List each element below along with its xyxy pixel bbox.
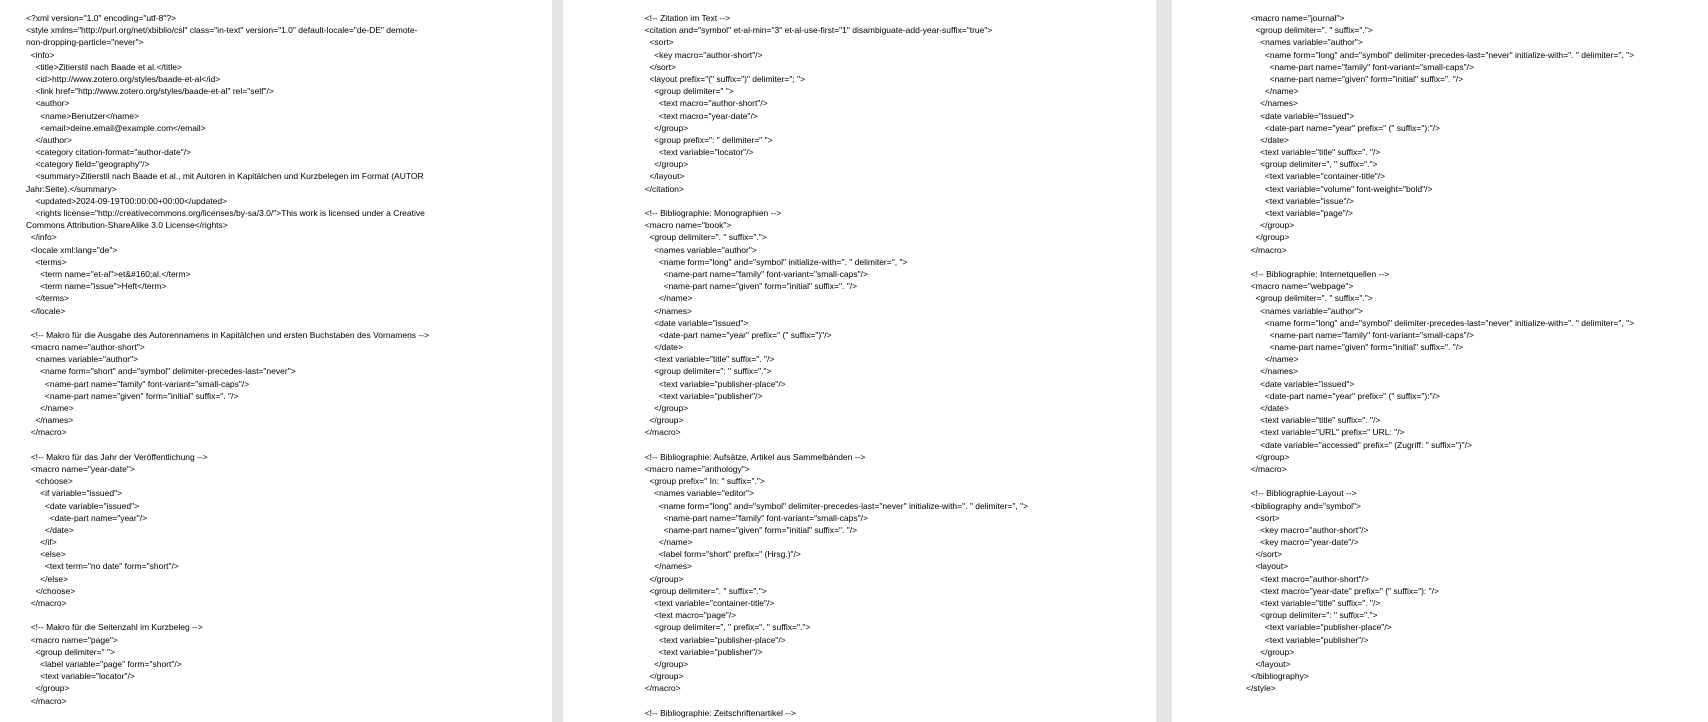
- code-line: <name-part name="family" font-variant="small-caps"/>: [1246, 329, 1474, 340]
- code-line: </date>: [640, 342, 684, 353]
- code-line: [640, 439, 1156, 451]
- code-line: </names>: [640, 561, 692, 572]
- code-line: <layout>: [1246, 561, 1289, 572]
- code-line: [26, 609, 552, 621]
- code-line: <name form="long" and="symbol" delimiter-precedes-last="never" initialize-with=". " delimiter=", ">: [1246, 317, 1635, 328]
- code-line: <link href="http://www.zotero.org/styles/baade-et-al" rel="self"/>: [26, 86, 274, 97]
- code-line: <date variable="issued">: [1246, 110, 1355, 121]
- code-line: <macro name="book">: [640, 220, 732, 231]
- code-line: <name form="long" and="symbol" delimiter-precedes-last="never" initialize-with=". " delimiter=", ">: [640, 500, 1029, 511]
- code-line: </name>: [640, 537, 693, 548]
- code-line: </name>: [26, 403, 74, 413]
- code-line: <name>Benutzer</name>: [26, 110, 139, 121]
- code-line: <group delimiter=". " suffix=".">: [640, 232, 767, 243]
- code-line: <text macro="author-short"/>: [640, 98, 768, 109]
- code-line: <date-part name="year" prefix=" (" suffix="):"/>: [1246, 122, 1440, 133]
- code-line: <group delimiter=" ">: [640, 86, 734, 97]
- code-line: <group delimiter=", " prefix=". " suffix=".">: [640, 622, 811, 633]
- code-line: <group delimiter=", " suffix=".">: [1246, 159, 1378, 170]
- code-line: <name-part name="family" font-variant="small-caps"/>: [1246, 61, 1474, 72]
- code-line: <text variable="publisher-place"/>: [1246, 622, 1392, 633]
- code-line: [26, 317, 552, 329]
- code-line: <text variable="container-title"/>: [1246, 171, 1386, 182]
- code-line: </layout>: [640, 171, 685, 182]
- code-line: <key macro="author-short"/>: [1246, 524, 1369, 535]
- code-line: </macro>: [1246, 463, 1287, 474]
- code-line: </info>: [26, 232, 57, 243]
- code-line: <text variable="issue"/>: [1246, 195, 1354, 206]
- code-line: </author>: [26, 134, 72, 145]
- code-line: <layout prefix="(" suffix=")" delimiter="; ">: [640, 73, 806, 84]
- code-line: </names>: [1246, 366, 1298, 377]
- code-line: <group delimiter=": " suffix=".">: [640, 366, 772, 377]
- code-line: <text term="no date" form="short"/>: [26, 561, 179, 572]
- code-line: <name-part name="given" form="initial" suffix=". "/>: [26, 390, 239, 401]
- code-line: <group delimiter=" ">: [26, 646, 115, 657]
- code-line: <macro name="webpage">: [1246, 281, 1354, 292]
- code-line: <term name="issue">Heft</term>: [26, 281, 167, 292]
- code-line: <macro name="anthology">: [640, 463, 750, 474]
- code-line: <date-part name="year"/>: [26, 512, 148, 523]
- code-line: </citation>: [640, 183, 684, 194]
- code-line: </group>: [640, 403, 689, 413]
- code-line: </macro>: [640, 427, 681, 438]
- code-line: </if>: [26, 537, 57, 548]
- code-line: <text macro="year-date" prefix=" (" suffix="): "/>: [1246, 585, 1439, 596]
- code-line: <name-part name="given" form="initial" suffix=". "/>: [1246, 342, 1464, 353]
- code-line: </names>: [1246, 98, 1298, 109]
- document-page-3: [1172, 0, 1708, 722]
- code-line: <key macro="year-date"/>: [1246, 537, 1359, 548]
- code-line: <sort>: [640, 37, 674, 48]
- code-line: <id>http://www.zotero.org/styles/baade-et-al</id>: [26, 73, 221, 84]
- code-line: </group>: [640, 415, 684, 426]
- code-line: <!-- Makro für die Seitenzahl im Kurzbeleg -->: [26, 622, 203, 633]
- code-line: <macro name="page">: [26, 634, 118, 645]
- code-line: </macro>: [26, 695, 67, 706]
- code-line: <text variable="title" suffix=". "/>: [1246, 147, 1381, 158]
- code-line: </group>: [1246, 451, 1290, 462]
- code-line: [640, 695, 1156, 707]
- code-line: </else>: [26, 573, 69, 584]
- code-line: <title>Zitierstil nach Baade et al.</title>: [26, 61, 182, 72]
- code-line: </sort>: [640, 61, 676, 72]
- code-line: </names>: [26, 415, 74, 426]
- code-line: </group>: [640, 658, 689, 669]
- code-line: </name>: [1246, 354, 1299, 365]
- code-line: <updated>2024-09-19T00:00:00+00:00</updated>: [26, 195, 228, 206]
- code-line: <name-part name="given" form="initial" suffix=". "/>: [640, 281, 858, 292]
- code-line: <name-part name="family" font-variant="small-caps"/>: [640, 512, 868, 523]
- code-line: <text variable="page"/>: [1246, 208, 1353, 218]
- code-line: <sort>: [1246, 512, 1280, 523]
- code-line: <category citation-format="author-date"/>: [26, 147, 192, 158]
- code-line: <group prefix=" In: " suffix=".">: [640, 476, 765, 487]
- code-line: <!-- Bibliographie: Zeitschriftenartikel -->: [640, 707, 796, 718]
- code-line: <name-part name="family" font-variant="small-caps"/>: [26, 378, 250, 389]
- code-line: <?xml version="1.0" encoding="utf-8"?>: [26, 13, 177, 23]
- code-line: <text variable="volume" font-weight="bold"/>: [1246, 183, 1433, 194]
- code-line: <bibliography and="symbol">: [1246, 500, 1361, 511]
- code-line: <choose>: [26, 476, 73, 487]
- code-line: <text variable="publisher"/>: [1246, 634, 1369, 645]
- code-line: <if variable="issued">: [26, 488, 123, 499]
- code-line: <macro name="journal">: [1246, 13, 1345, 23]
- code-line: <text variable="title" suffix=". "/>: [640, 354, 775, 365]
- code-line: <date variable="issued">: [1246, 378, 1355, 389]
- code-line: <text variable="locator"/>: [640, 147, 754, 158]
- code-line: <group prefix=": " delimiter=" ">: [640, 134, 773, 145]
- code-line: </macro>: [1246, 244, 1287, 255]
- code-line: <info>: [26, 49, 55, 60]
- code-line: <!-- Bibliographie: Aufsätze, Artikel aus Sammelbänden -->: [640, 451, 866, 462]
- code-line: <names variable="author">: [1246, 305, 1363, 316]
- code-line: <author>: [26, 98, 70, 109]
- code-line: <label variable="page" form="short"/>: [26, 658, 182, 669]
- code-line: <!-- Bibliographie: Internetquellen -->: [1246, 268, 1390, 279]
- code-line: <terms>: [26, 256, 67, 267]
- code-line: <names variable="author">: [1246, 37, 1363, 48]
- code-line: [1246, 256, 1708, 268]
- code-line: </group>: [1246, 232, 1290, 243]
- code-line: <label form="short" prefix=" (Hrsg.)"/>: [640, 549, 801, 560]
- code-line: </group>: [1246, 646, 1295, 657]
- code-line: </bibliography>: [1246, 671, 1309, 682]
- code-line: <style xmlns="http://purl.org/net/xbiblio/csl" class="in-text" version="1.0" default-locale="de-DE" demote-: [26, 25, 418, 36]
- code-line: <date-part name="year" prefix=" (" suffix="):"/>: [1246, 390, 1440, 401]
- code-line: <summary>Zitierstil nach Baade et al., mit Autoren in Kapitälchen und Kurzbelegen im Format (AUTOR: [26, 171, 424, 182]
- code-line: <text variable="publisher"/>: [640, 646, 763, 657]
- code-line: <text variable="title" suffix=". "/>: [1246, 415, 1381, 426]
- code-line: <group delimiter=". " suffix=".">: [1246, 25, 1373, 36]
- code-line: <email>deine.email@example.com</email>: [26, 122, 206, 133]
- code-line: <text variable="publisher"/>: [640, 390, 763, 401]
- code-line: <name form="long" and="symbol" delimiter-precedes-last="never" initialize-with=". " delimiter=", ">: [1246, 49, 1635, 60]
- code-line: [26, 439, 552, 451]
- code-line: <key macro="author-short"/>: [640, 49, 763, 60]
- code-line: </choose>: [26, 585, 76, 596]
- code-line: non-dropping-particle="never">: [26, 37, 144, 48]
- code-line: <date variable="issued">: [26, 500, 140, 511]
- code-line: <name-part name="family" font-variant="small-caps"/>: [640, 268, 868, 279]
- code-line: </layout>: [1246, 658, 1291, 669]
- code-line: <name form="short" and="symbol" delimiter-precedes-last="never">: [26, 366, 296, 377]
- code-line: <term name="et-al">et&#160;al.</term>: [26, 268, 191, 279]
- code-line: </date>: [1246, 134, 1290, 145]
- code-line: <macro name="year-date">: [26, 463, 135, 474]
- code-line: <else>: [26, 549, 66, 560]
- code-line: <text variable="locator"/>: [26, 671, 135, 682]
- code-line: <text macro="year-date"/>: [640, 110, 758, 121]
- code-line: <text macro="page"/>: [640, 610, 737, 621]
- code-line: <!-- Bibliographie-Layout -->: [1246, 488, 1357, 499]
- code-line: </group>: [26, 683, 70, 694]
- code-line: </style>: [1246, 683, 1276, 694]
- code-line: <!-- Makro für das Jahr der Veröffentlichung -->: [26, 451, 208, 462]
- code-line: <rights license="http://creativecommons.org/licenses/by-sa/3.0/">This work is licensed under a Creative: [26, 208, 425, 218]
- code-line: <text variable="URL" prefix=" URL: "/>: [1246, 427, 1405, 438]
- code-line: <!-- Bibliographie: Monographien -->: [640, 208, 782, 218]
- code-line: <citation and="symbol" et-al-min="3" et-al-use-first="1" disambiguate-add-year-suffix="true">: [640, 25, 993, 36]
- code-line: </name>: [640, 293, 693, 304]
- code-line: <date variable="accessed" prefix=" (Zugriff: " suffix=")"/>: [1246, 439, 1472, 450]
- code-line: </locale>: [26, 305, 66, 316]
- code-line: </group>: [1246, 220, 1295, 231]
- code-line: </macro>: [26, 598, 67, 608]
- code-line: <group delimiter=". " suffix=".">: [640, 585, 767, 596]
- code-line: </names>: [640, 305, 692, 316]
- code-line: </group>: [640, 671, 684, 682]
- code-line: <names variable="author">: [26, 354, 139, 365]
- code-line: <name-part name="given" form="initial" suffix=". "/>: [1246, 73, 1464, 84]
- code-line: <text variable="publisher-place"/>: [640, 378, 786, 389]
- code-line: <group delimiter=". " suffix=".">: [1246, 293, 1373, 304]
- code-line: [1246, 475, 1708, 487]
- code-line: [640, 195, 1156, 207]
- code-line: <names variable="editor">: [640, 488, 754, 499]
- code-line: </name>: [1246, 86, 1299, 97]
- code-line: </group>: [640, 573, 684, 584]
- code-line: <date variable="issued">: [640, 317, 749, 328]
- code-line: <!-- Zitation im Text -->: [640, 13, 731, 23]
- code-line: <name-part name="given" form="initial" suffix=". "/>: [640, 524, 858, 535]
- code-line: </macro>: [26, 427, 67, 438]
- code-line: <text variable="publisher-place"/>: [640, 634, 786, 645]
- document-page-1: [0, 0, 552, 722]
- code-line: Jahr:Seite).</summary>: [26, 183, 117, 194]
- code-line: <text macro="author-short"/>: [1246, 573, 1369, 584]
- code-line: <macro name="author-short">: [26, 342, 145, 353]
- code-line: </date>: [1246, 403, 1290, 413]
- document-page-2: [563, 0, 1156, 722]
- code-line: Commons Attribution-ShareAlike 3.0 License</rights>: [26, 220, 228, 231]
- code-line: <!-- Makro für die Ausgabe des Autorennamens in Kapitälchen und ersten Buchstaben des Vornamens -->: [26, 329, 430, 340]
- code-line: <name form="long" and="symbol" initialize-with=". " delimiter=", ">: [640, 256, 908, 267]
- code-line: </group>: [640, 159, 689, 170]
- code-line: </terms>: [26, 293, 69, 304]
- code-line: <locale xml:lang="de">: [26, 244, 118, 255]
- code-line: </group>: [640, 122, 689, 133]
- code-line: <date-part name="year" prefix=" (" suffix=")"/>: [640, 329, 832, 340]
- code-line: <names variable="author">: [640, 244, 757, 255]
- code-line: <group delimiter=": " suffix=".">: [1246, 610, 1378, 621]
- code-line: <category field="geography"/>: [26, 159, 150, 170]
- code-line: </sort>: [1246, 549, 1282, 560]
- code-line: <text variable="container-title"/>: [640, 598, 775, 608]
- code-line: </macro>: [640, 683, 681, 694]
- code-line: </date>: [26, 524, 74, 535]
- code-line: <text variable="title" suffix=". "/>: [1246, 598, 1381, 608]
